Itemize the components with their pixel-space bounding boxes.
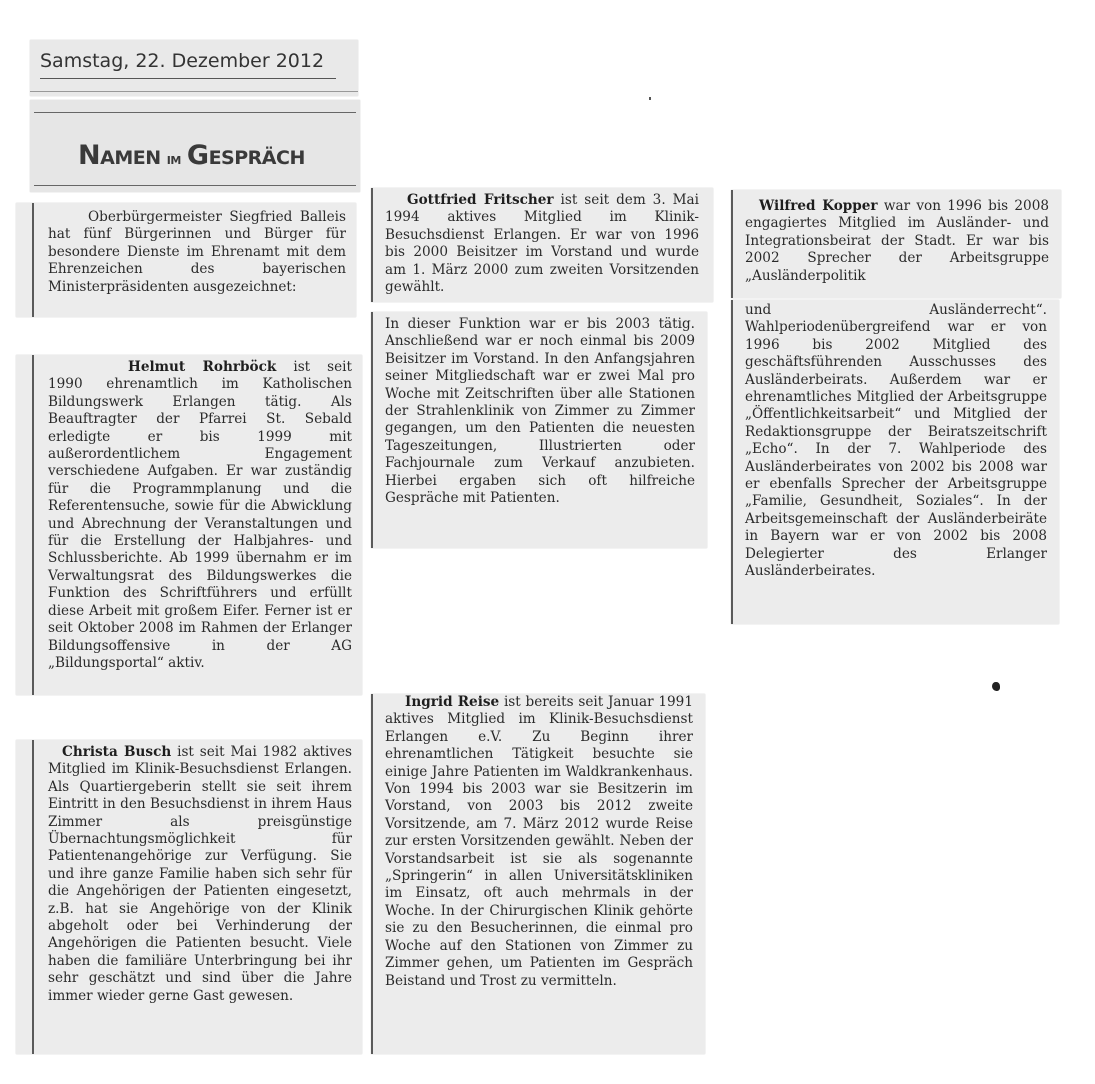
heading-bottom-rule (34, 185, 356, 186)
column-rule (32, 740, 34, 1054)
column-rule (32, 355, 34, 695)
date-divider (30, 91, 358, 92)
column-rule (371, 312, 373, 548)
person-name: Wilfred Kopper (759, 198, 878, 214)
article-kopper-part1 (731, 190, 1061, 298)
article-fritscher-part1 (371, 188, 713, 302)
article-text: Christa Busch ist seit Mai 1982 aktives Mitglied im Klinik-Besuchsdienst Erlangen. Als Quartiergeberin stellt sie seit ihrem Eintritt in den Besuchsdienst in ihrem Haus Zimmer als preisgünstige Übernachtungsmöglichkeit für Patientenangehörige zur Verfügung. Sie und ihre ganze Familie haben sich sehr für die Angehörigen der Patienten eingesetzt, z.B. hat sie Angehörige von der Klinik abgeholt oder bei Verhinderung der Angehörigen die Patienten besucht. Viele haben die familiäre Unterbringung bei ihr sehr geschätzt und sind über die Jahre immer wieder gerne Gast gewesen. (48, 744, 352, 1004)
publication-date: Samstag, 22. Dezember 2012 (40, 50, 325, 72)
article-text: Ingrid Reise ist bereits seit Januar 1991 aktives Mitglied im Klinik-Besuchsdienst Erlangen e.V. Zu Beginn ihrer ehrenamtlichen Tätigkeit besuchte sie einige Jahre Patienten im Waldkrankenhaus. Von 1994 bis 2003 war sie Besitzerin im Vorstand, von 2003 bis 2012 zweite Vorsitzende, am 7. März 2012 wurde Reise zur ersten Vorsitzenden gewählt. Neben der Vorstandsarbeit ist sie als sogenannte „Springerin“ in allen Universitätskliniken im Einsatz, oft auch mehrmals in der Woche. In der Chirurgischen Klinik gehörte sie zu den Besucherinnen, die einmal pro Woche auf den Stationen von Zimmer zu Zimmer gehen, um Patienten im Gespräch Beistand und Trost zu vermitteln. (385, 694, 693, 989)
article-text: Gottfried Fritscher ist seit dem 3. Mai 1994 aktives Mitglied im Klinik-Besuchsdienst Erlangen. Er war von 1996 bis 2000 Beisitzer im Vorstand und wurde am 1. März 2000 zum zweiten Vorsitzenden gewählt. (385, 192, 699, 296)
column-rule (32, 203, 34, 317)
column-heading-clipping (30, 100, 360, 192)
article-text: Wilfred Kopper war von 1996 bis 2008 engagiertes Mitglied im Ausländer- und Integrationsbeirat der Stadt. Er war bis 2002 Sprecher der Arbeitsgruppe „Ausländerpolitik (745, 198, 1050, 284)
ink-speck (649, 97, 651, 100)
ink-speck (992, 682, 1000, 691)
article-text-continued: In dieser Funktion war er bis 2003 tätig. Anschließend war er noch einmal bis 2009 Beisitzer im Vorstand. In den Anfangsjahren seiner Mitgliedschaft war er zwei Mal pro Woche mit Zeitschriften über alle Stationen der Strahlenklinik von Zimmer zu Zimmer gegangen, um den Patienten die neuesten Tageszeitungen, Illustrierten oder Fachjournale zum Verkauf anzubieten. Hierbei ergaben sich oft hilfreiche Gespräche mit Patienten. (385, 316, 695, 507)
article-text-continued: und Ausländerrecht“. Wahlperiodenübergreifend war er von 1996 bis 2002 Mitglied des geschäftsführenden Ausschusses des Ausländerbeirats. Außerdem war er ehrenamtliches Mitglied der Arbeitsgruppe „Öffentlichkeitsarbeit“ und Mitglied der Redaktionsgruppe der Beiratszeitschrift „Echo“. In der 7. Wahlperiode des Ausländerbeirates von 2002 bis 2008 war er ebenfalls Sprecher der Arbeitsgruppe „Familie, Gesundheit, Soziales“. In der Arbeitsgemeinschaft der Ausländerbeiräte in Bayern war er von 2002 bis 2008 Delegierter des Erlanger Ausländerbeirates. (745, 302, 1047, 580)
column-title: NAMEN IM GESPRÄCH (78, 140, 305, 171)
date-underline (40, 78, 336, 79)
column-rule (371, 694, 373, 1054)
column-rule (371, 188, 373, 302)
article-reise (371, 694, 705, 1054)
date-clipping (30, 40, 358, 96)
person-name: Helmut Rohrböck (128, 359, 277, 375)
person-name: Ingrid Reise (405, 694, 500, 710)
article-text: Helmut Rohrböck ist seit 1990 ehrenamtlich im Katholischen Bildungswerk Erlangen tätig. Als Beauftragter der Pfarrei St. Sebald erledigte er bis 1999 mit außerordentlichem Engagement verschiedene Aufgaben. Er war zuständig für die Programmplanung und die Referentensuche, sowie für die Abwicklung und Abrechnung der Veranstaltungen und für die Erstellung der Halbjahres- und Schlussberichte. Ab 1999 übernahm er im Verwaltungsrat des Bildungswerkes die Funktion des Schriftführers und erfüllt diese Arbeit mit großem Eifer. Ferner ist er seit Oktober 2008 im Rahmen der Erlanger Bildungsoffensive in der AG „Bildungsportal“ aktiv. (48, 359, 352, 671)
intro-text: Oberbürgermeister Siegfried Balleis hat fünf Bürgerinnen und Bürger für besondere Dienste im Ehrenamt mit dem Ehrenzeichen des bayerischen Ministerpräsidenten ausgezeichnet: (48, 209, 346, 295)
article-rohrboeck (16, 355, 362, 695)
column-rule (731, 300, 733, 624)
heading-top-rule (34, 112, 356, 113)
article-busch (16, 740, 362, 1054)
person-name: Gottfried Fritscher (407, 192, 554, 208)
article-fritscher-part2 (371, 312, 707, 548)
person-name: Christa Busch (62, 744, 172, 760)
article-kopper-part2 (731, 300, 1059, 624)
intro-clipping (16, 203, 356, 317)
column-rule (731, 190, 733, 298)
